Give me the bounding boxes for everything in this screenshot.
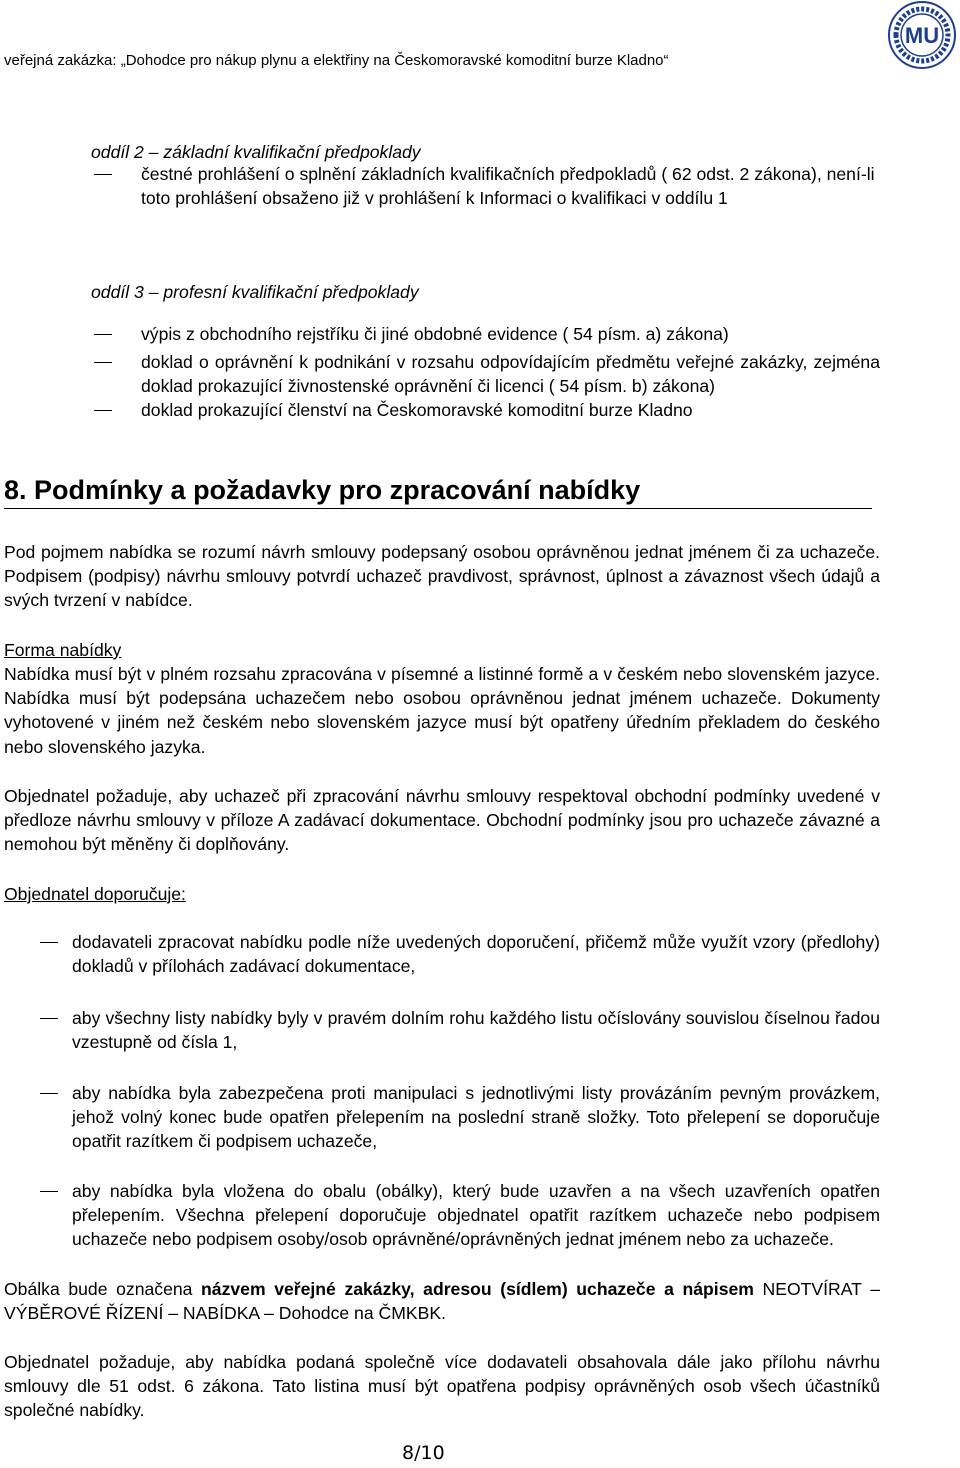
list-dash	[40, 942, 58, 943]
section-heading-2: oddíl 2 – základní kvalifikační předpoklady	[91, 142, 421, 162]
list-item: aby nabídka byla vložena do obalu (obálky), který bude uzavřen a na všech uzavřeních opatřen přelepením. Všechna přelepení doporučuje objednatel opatřit razítkem uchazeče nebo podpisem uchazeče nebo podpisem osoby/osob oprávněné/oprávněných jednat jménem nebo za uchazeče.	[72, 1181, 880, 1250]
subheading-recommend: Objednatel doporučuje:	[4, 884, 186, 904]
list-item: aby všechny listy nabídky byly v pravém dolním rohu každého listu očíslovány souvislou číselnou řadou vzestupně od čísla 1,	[72, 1008, 880, 1053]
document-header: veřejná zakázka: „Dohodce pro nákup plynu a elektřiny na Českomoravské komoditní burze Kladno“	[4, 52, 669, 69]
svg-text:MU: MU	[904, 23, 940, 48]
list-item: aby nabídka byla zabezpečena proti manipulaci s jednotlivými listy provázáním pevným provázkem, jehož volný konec bude opatřen přelepením na poslední straně složky. Toto přelepení se doporučuje opatřit razítkem či podpisem uchazeče,	[72, 1083, 880, 1152]
subheading-forma: Forma nabídky	[4, 640, 122, 660]
list-item: doklad prokazující členství na Českomoravské komoditní burze Kladno	[141, 400, 693, 420]
list-item: čestné prohlášení o splnění základních kvalifikačních předpokladů ( 62 odst. 2 zákona), není-li toto prohlášení obsaženo již v prohlášení k Informaci o kvalifikaci v oddílu 1	[141, 164, 875, 209]
paragraph: Objednatel požaduje, aby uchazeč při zpracování návrhu smlouvy respektoval obchodní podmínky uvedené v předloze návrhu smlouvy v příloze A zadávací dokumentace. Obchodní podmínky jsou pro uchazeče závazné a nemohou být měněny či doplňovány.	[4, 786, 880, 855]
page-number: 8/10	[402, 1442, 445, 1464]
list-dash	[94, 410, 112, 411]
heading-underline	[4, 508, 872, 509]
section-title: 8. Podmínky a požadavky pro zpracování nabídky	[4, 475, 641, 505]
list-dash	[94, 174, 112, 175]
list-item: doklad o oprávnění k podnikání v rozsahu odpovídajícím předmětu veřejné zakázky, zejména doklad prokazující živnostenské oprávnění či licenci ( 54 písm. b) zákona)	[141, 352, 880, 397]
paragraph: Nabídka musí být v plném rozsahu zpracována v písemné a listinné formě a v českém nebo slovenském jazyce. Nabídka musí být podepsána uchazečem nebo osobou oprávněnou jednat jménem uchazeče. Dokumenty vyhotovené v jiném než českém nebo slovenském jazyce musí být opatřeny úředním překladem do českého nebo slovenského jazyka.	[4, 664, 880, 757]
paragraph: Objednatel požaduje, aby nabídka podaná společně více dodavateli obsahovala dále jako přílohu návrhu smlouvy dle 51 odst. 6 zákona. Tato listina musí být opatřena podpisy oprávněných osob všech účastníků společné nabídky.	[4, 1352, 880, 1421]
list-item: dodavateli zpracovat nabídku podle níže uvedených doporučení, přičemž může využít vzory (předlohy) dokladů v přílohách zadávací dokumentace,	[72, 932, 880, 977]
list-dash	[40, 1191, 58, 1192]
list-dash	[40, 1093, 58, 1094]
list-dash	[40, 1018, 58, 1019]
paragraph-envelope: Obálka bude označena názvem veřejné zakázky, adresou (sídlem) uchazeče a nápisem NEOTVÍRAT – VÝBĚROVÉ ŘÍZENÍ – NABÍDKA – Dohodce na ČMKBK.	[4, 1279, 881, 1324]
list-dash	[94, 362, 112, 363]
paragraph: Pod pojmem nabídka se rozumí návrh smlouvy podepsaný osobou oprávněnou jednat jménem či za uchazeče. Podpisem (podpisy) návrhu smlouvy potvrdí uchazeč pravdivost, správnost, úplnost a závaznost všech údajů a svých tvrzení v nabídce.	[4, 542, 880, 611]
list-item: výpis z obchodního rejstříku či jiné obdobné evidence ( 54 písm. a) zákona)	[141, 324, 729, 344]
university-logo	[884, 0, 960, 70]
section-heading-3: oddíl 3 – profesní kvalifikační předpoklady	[91, 282, 419, 302]
list-dash	[94, 334, 112, 335]
